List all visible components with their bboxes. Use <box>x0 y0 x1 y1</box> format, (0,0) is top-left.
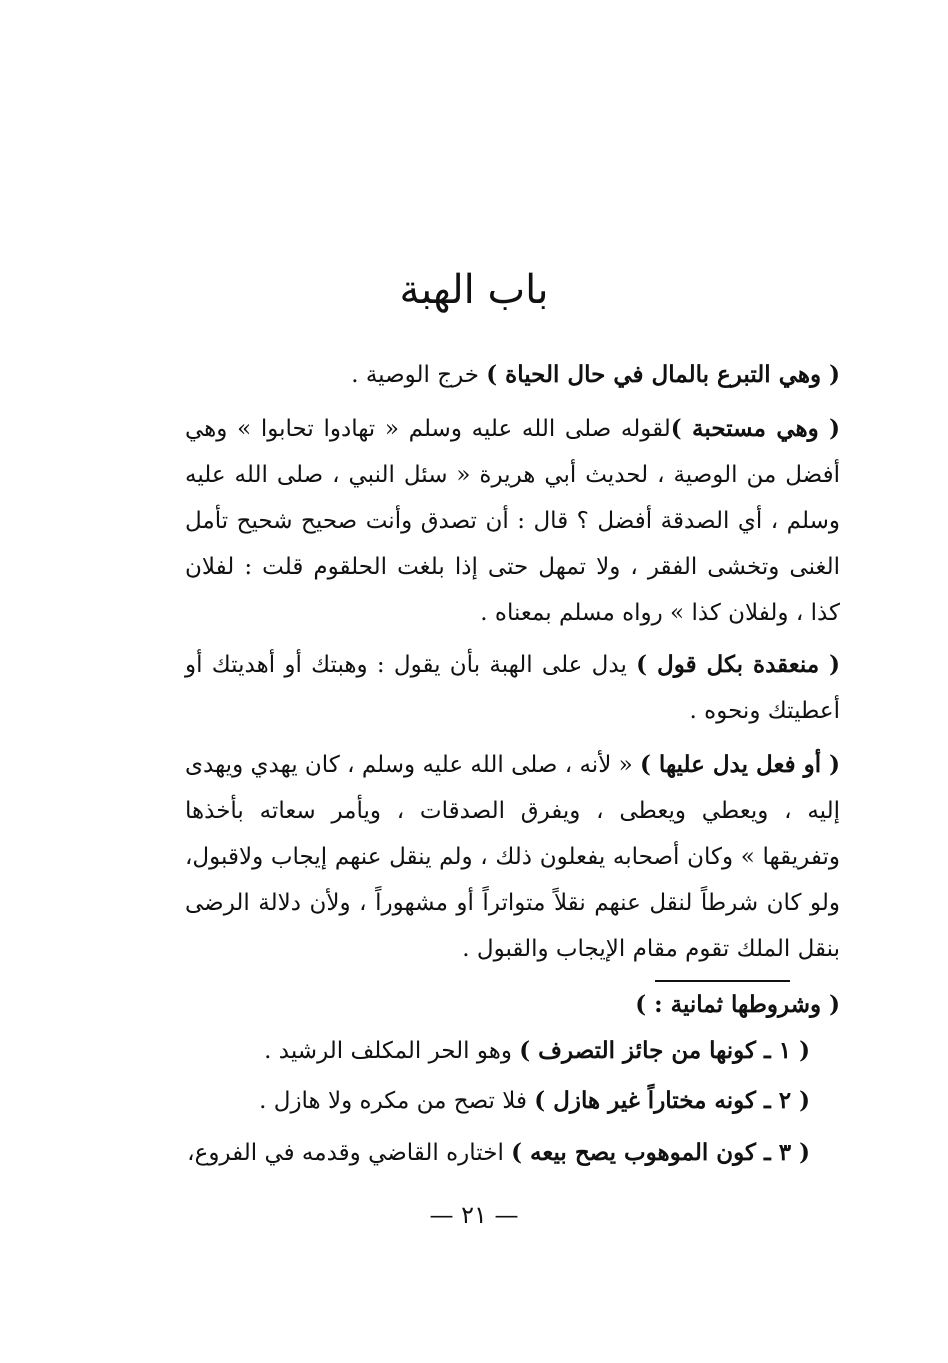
sharh-text: يدل على الهبة بأن يقول : وهبتك أو أهديتك أو أعطيتك ونحوه . <box>185 652 840 724</box>
condition-item <box>185 1078 840 1124</box>
sharh-text: خرج الوصية . <box>351 362 487 388</box>
matn-text: ( وهي مستحبة ) <box>670 415 840 442</box>
sharh-text: فلا تصح من مكره ولا هازل . <box>259 1088 535 1114</box>
matn-text: ( منعقدة بكل قول ) <box>636 651 840 678</box>
matn-text: ( ٣ ـ كون الموهوب يصح بيعه ) <box>511 1139 810 1166</box>
matn-text: ( ٢ ـ كونه مختاراً غير هازل ) <box>534 1087 810 1114</box>
paragraph-by-speech <box>185 642 840 734</box>
paragraph-recommendation <box>185 406 840 636</box>
sharh-text: لقوله صلى الله عليه وسلم « تهادوا تحابوا » وهي أفضل من الوصية ، لحديث أبي هريرة « سئل النبي ، صلى الله عليه وسلم ، أي الصدقة أفضل ؟ قال : أن تصدق وأنت صحيح شحيح تأمل الغنى وتخشى الفقر ، ولا تمهل حتى إذا بلغت الحلقوم قلت : لفلان كذا ، ولفلان كذا » رواه مسلم بمعناه . <box>185 416 840 626</box>
matn-text: ( أو فعل يدل عليها ) <box>640 751 840 778</box>
matn-text: ( ١ ـ كونها من جائز التصرف ) <box>519 1037 810 1064</box>
paragraph-by-action <box>185 742 840 972</box>
chapter-title: باب الهبة <box>399 267 549 313</box>
condition-item <box>185 1130 840 1176</box>
conditions-heading: ( وشروطها ثمانية : ) <box>635 991 840 1018</box>
sharh-text: « لأنه ، صلى الله عليه وسلم ، كان يهدي ويهدى إليه ، ويعطي ويعطى ، ويفرق الصدقات ، ويأمر سعاته بأخذها وتفريقها » وكان أصحابه يفعلون ذلك ، ولم ينقل عنهم إيجاب ولاقبول، ولو كان شرطاً لنقل عنهم نقلاً متواتراً أو مشهوراً ، ولأن دلالة الرضى بنقل الملك تقوم مقام الإيجاب والقبول . <box>185 752 840 962</box>
page-number: — ٢١ — <box>429 1201 519 1229</box>
condition-item <box>185 1028 840 1074</box>
matn-text: ( وهي التبرع بالمال في حال الحياة ) <box>486 361 840 388</box>
sharh-text: وهو الحر المكلف الرشيد . <box>264 1038 520 1064</box>
sharh-text: اختاره القاضي وقدمه في الفروع، <box>187 1140 512 1166</box>
paragraph-definition <box>185 352 840 398</box>
